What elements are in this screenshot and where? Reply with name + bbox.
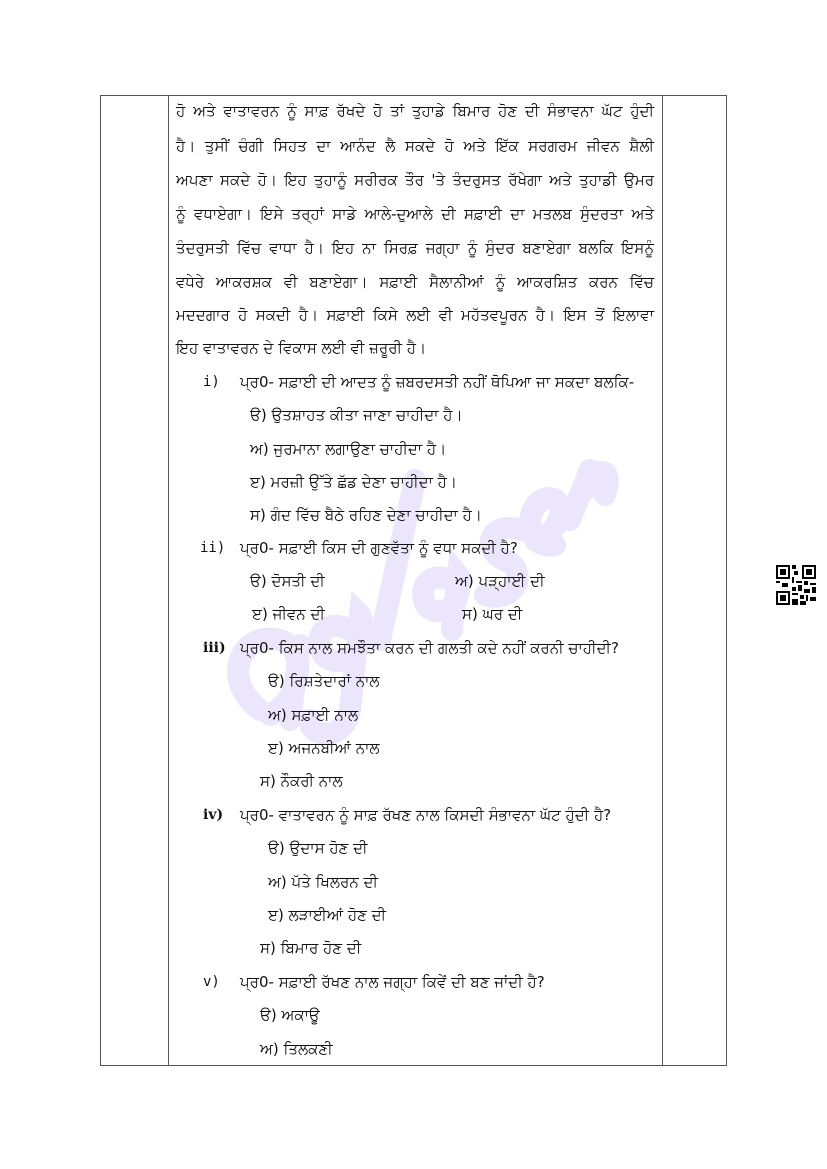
passage-line: ਮਦਦਗਾਰ ਹੋ ਸਕਦੀ ਹੈ। ਸਫ਼ਾਈ ਕਿਸੇ ਲਈ ਵੀ ਮਹੱਤਵਪੂਰਨ ਹੈ। ਇਸ ਤੋਂ ਇਲਾਵਾ	[176, 306, 654, 324]
option: ਸ) ਬਿਮਾਰ ਹੋਣ ਦੀ	[260, 939, 362, 957]
option: ਸ) ਗੰਦ ਵਿੱਚ ਬੈਠੇ ਰਹਿਣ ਦੇਣਾ ਚਾਹੀਦਾ ਹੈ।	[250, 506, 482, 524]
passage-line: ਵਧੇਰੇ ਆਕਰਸ਼ਕ ਵੀ ਬਣਾਏਗਾ। ਸਫ਼ਾਈ ਸੈਲਾਨੀਆਂ ਨੂੰ ਆਕਰਸ਼ਿਤ ਕਰਨ ਵਿੱਚ	[176, 273, 654, 291]
option: ੳ) ਉਦਾਸ ਹੋਣ ਦੀ	[268, 839, 368, 857]
passage-line: ਤੰਦਰੁਸਤੀ ਵਿੱਚ ਵਾਧਾ ਹੈ। ਇਹ ਨਾ ਸਿਰਫ਼ ਜਗ੍ਹਾ ਨੂੰ ਸੁੰਦਰ ਬਣਾਏਗਾ ਬਲਕਿ ਇਸਨੂੰ	[176, 239, 654, 257]
option: ੳ) ਉਤਸ਼ਾਹਤ ਕੀਤਾ ਜਾਣਾ ਚਾਹੀਦਾ ਹੈ।	[250, 406, 463, 424]
option: ੲ) ਅਜਨਬੀਆਂ ਨਾਲ	[268, 739, 380, 757]
question-number: iv)	[203, 807, 224, 823]
passage-line: ਇਹ ਵਾਤਾਵਰਨ ਦੇ ਵਿਕਾਸ ਲਈ ਵੀ ਜ਼ਰੂਰੀ ਹੈ।	[176, 339, 427, 357]
table-border-right	[726, 95, 727, 1066]
option: ਅ) ਤਿਲਕਣੀ	[260, 1040, 333, 1058]
question-text: ਪ੍ਰ0- ਸਫ਼ਾਈ ਰੱਖਣ ਨਾਲ ਜਗ੍ਹਾ ਕਿਵੇਂ ਦੀ ਬਣ ਜਾਂਦੀ ਹੈ?	[240, 973, 545, 991]
option: ੲ) ਜੀਵਨ ਦੀ	[252, 605, 325, 623]
option: ੲ) ਲੜਾਈਆਂ ਹੋਣ ਦੀ	[268, 906, 387, 924]
passage-line: ਅਪਣਾ ਸਕਦੇ ਹੋ। ਇਹ ਤੁਹਾਨੂੰ ਸਰੀਰਕ ਤੌਰ 'ਤੇ ਤੰਦਰੁਸਤ ਰੱਖੇਗਾ ਅਤੇ ਤੁਹਾਡੀ ਉਮਰ	[176, 171, 654, 189]
question-number: v)	[203, 974, 220, 990]
question-text: ਪ੍ਰ0- ਸਫ਼ਾਈ ਦੀ ਆਦਤ ਨੂੰ ਜ਼ਬਰਦਸਤੀ ਨਹੀਂ ਥੋਪਿਆ ਜਾ ਸਕਦਾ ਬਲਕਿ-	[240, 373, 635, 391]
question-text: ਪ੍ਰ0- ਸਫ਼ਾਈ ਕਿਸ ਦੀ ਗੁਣਵੱਤਾ ਨੂੰ ਵਧਾ ਸਕਦੀ ਹੈ?	[240, 539, 518, 557]
passage-line: ਹੈ। ਤੁਸੀਂ ਚੰਗੀ ਸਿਹਤ ਦਾ ਆਨੰਦ ਲੈ ਸਕਦੇ ਹੋ ਅਤੇ ਇੱਕ ਸਰਗਰਮ ਜੀਵਨ ਸ਼ੈਲੀ	[176, 137, 654, 155]
question-number: iii)	[203, 640, 226, 656]
option: ਅ) ਸਫ਼ਾਈ ਨਾਲ	[268, 706, 359, 724]
passage-line: ਹੋ ਅਤੇ ਵਾਤਾਵਰਨ ਨੂੰ ਸਾਫ਼ ਰੱਖਦੇ ਹੋ ਤਾਂ ਤੁਹਾਡੇ ਬਿਮਾਰ ਹੋਣ ਦੀ ਸੰਭਾਵਨਾ ਘੱਟ ਹੁੰਦੀ	[176, 102, 654, 120]
question-text: ਪ੍ਰ0- ਕਿਸ ਨਾਲ ਸਮਝੌਤਾ ਕਰਨ ਦੀ ਗਲਤੀ ਕਦੇ ਨਹੀਂ ਕਰਨੀ ਚਾਹੀਦੀ?	[240, 639, 619, 657]
option: ਸ) ਨੌਕਰੀ ਨਾਲ	[260, 772, 343, 790]
table-border-left	[100, 95, 101, 1066]
question-number: i)	[203, 374, 220, 390]
option: ੲ) ਮਰਜ਼ੀ ਉੱਤੇ ਛੱਡ ਦੇਣਾ ਚਾਹੀਦਾ ਹੈ।	[250, 473, 457, 491]
question-text: ਪ੍ਰ0- ਵਾਤਾਵਰਨ ਨੂੰ ਸਾਫ਼ ਰੱਖਣ ਨਾਲ ਕਿਸਦੀ ਸੰਭਾਵਨਾ ਘੱਟ ਹੁੰਦੀ ਹੈ?	[240, 806, 612, 824]
option: ਅ) ਪੱਤੇ ਖਿਲਰਨ ਦੀ	[268, 873, 378, 891]
table-border-bottom	[100, 1065, 727, 1066]
question-number: ii)	[200, 540, 226, 556]
table-column-divider	[168, 95, 169, 1066]
option: ੳ) ਰਿਸ਼ਤੇਦਾਰਾਂ ਨਾਲ	[268, 672, 380, 690]
table-column-divider	[662, 95, 663, 1066]
option: ਸ) ਘਰ ਦੀ	[462, 605, 523, 623]
option: ਅ) ਜੁਰਮਾਨਾ ਲਗਾਉਣਾ ਚਾਹੀਦਾ ਹੈ।	[250, 440, 447, 458]
passage-line: ਨੂੰ ਵਧਾਏਗਾ। ਇਸੇ ਤਰ੍ਹਾਂ ਸਾਡੇ ਆਲੇ-ਦੁਆਲੇ ਦੀ ਸਫ਼ਾਈ ਦਾ ਮਤਲਬ ਸੁੰਦਰਤਾ ਅਤੇ	[176, 205, 654, 223]
option: ੳ) ਦੋਸਤੀ ਦੀ	[250, 572, 325, 590]
option: ਅ) ਪੜ੍ਹਾਈ ਦੀ	[455, 572, 545, 590]
table-border-top	[100, 95, 727, 96]
qr-code-icon	[776, 565, 816, 605]
option: ੳ) ਅਕਾਊ	[260, 1006, 320, 1024]
